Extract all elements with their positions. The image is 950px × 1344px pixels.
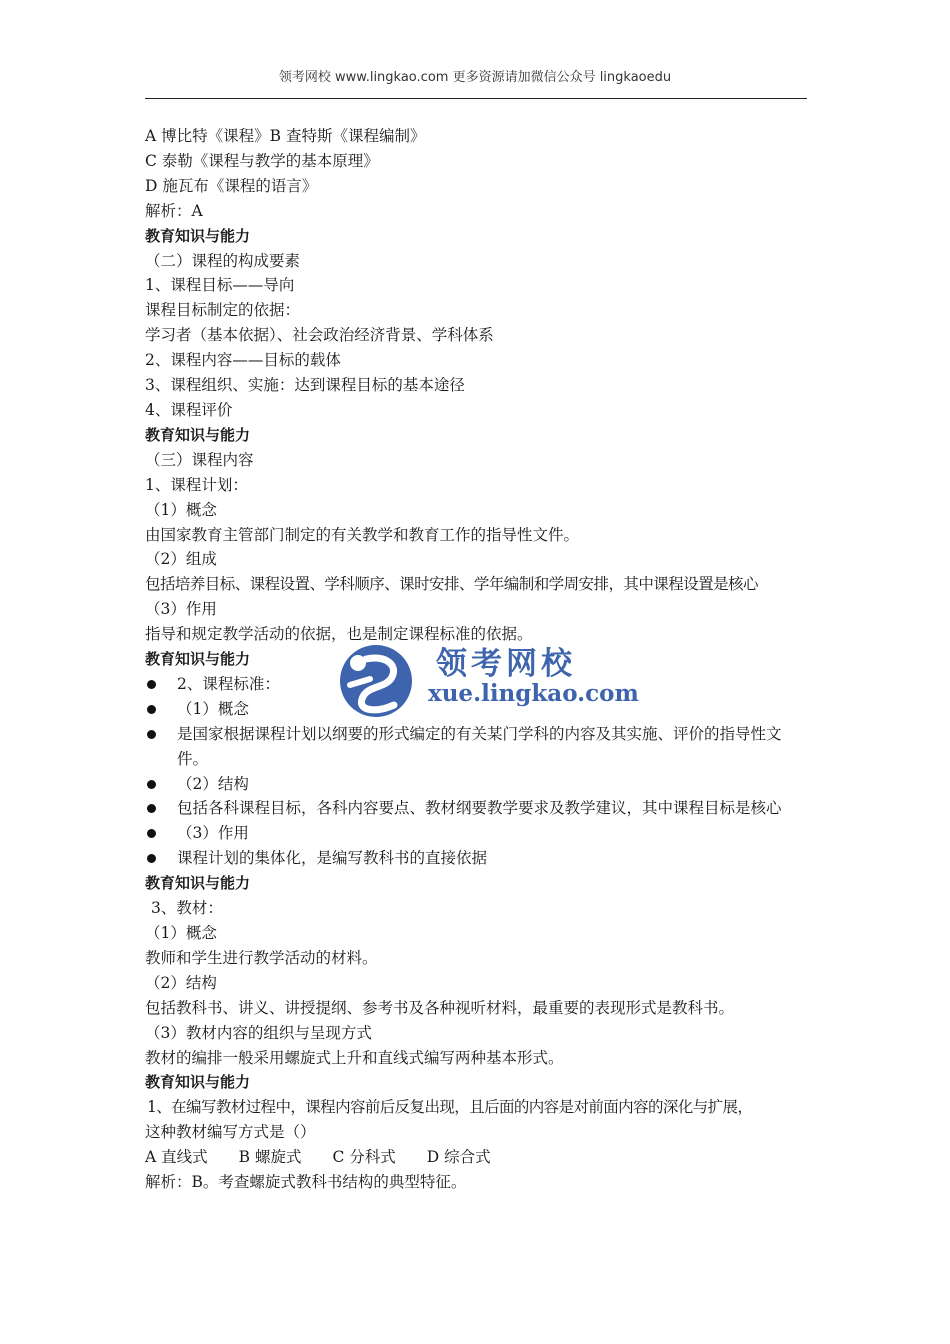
question-text: 这种教材编写方式是（） xyxy=(145,1123,316,1142)
bullet-text: 包括各科课程目标，各科内容要点、教材纲要教学要求及教学建议，其中课程目标是核心 xyxy=(177,799,782,818)
page-header: 领考网校 www.lingkao.com 更多资源请加微信公众号 lingkaoedu xyxy=(278,70,672,85)
option-line: A 博比特《课程》B 查特斯《课程编制》 xyxy=(145,127,426,145)
bullet-item xyxy=(145,672,810,697)
text-line: 教师和学生进行教学活动的材料。 xyxy=(145,948,378,967)
watermark-url: xue.lingkao.com xyxy=(428,680,639,707)
bullet-item xyxy=(145,697,810,722)
text-line: 3、课程组织、实施：达到课程目标的基本途径 xyxy=(145,376,465,395)
bullet-dot-icon xyxy=(147,680,156,689)
text-line: （3）作用 xyxy=(145,600,217,619)
bullet-item xyxy=(145,796,807,821)
text-line: 课程目标制定的依据： xyxy=(145,301,301,320)
bullet-dot-icon xyxy=(147,804,156,813)
text-line: 2、课程内容——目标的载体 xyxy=(145,351,341,370)
bullet-dot-icon xyxy=(147,730,156,739)
text-line: 指导和规定教学活动的依据，也是制定课程标准的依据。 xyxy=(145,625,533,644)
section-heading: 教育知识与能力 xyxy=(145,650,251,669)
question-options: A 直线式 B 螺旋式 C 分科式 D 综合式 xyxy=(145,1148,491,1167)
bullet-text: 是国家根据课程计划以纲要的形式编定的有关某门学科的内容及其实施、评价的指导性文件。 xyxy=(177,724,782,768)
text-line: 包括教科书、讲义、讲授提纲、参考书及各种视听材料，最重要的表现形式是教科书。 xyxy=(145,998,735,1017)
header-divider xyxy=(145,98,807,99)
answer-line: 解析：B。考查螺旋式教科书结构的典型特征。 xyxy=(145,1173,467,1192)
bullet-text: 2、课程标准： xyxy=(177,674,280,693)
option-line: D 施瓦布《课程的语言》 xyxy=(145,176,318,195)
section-heading: 教育知识与能力 xyxy=(145,226,251,245)
bullet-text: （2）结构 xyxy=(177,774,249,793)
text-line: （1）概念 xyxy=(145,924,217,942)
bullet-dot-icon xyxy=(147,854,156,863)
option-line: C 泰勒《课程与教学的基本原理》 xyxy=(145,151,379,170)
text-line: 由国家教育主管部门制定的有关教学和教育工作的指导性文件。 xyxy=(145,525,580,544)
bullet-dot-icon xyxy=(147,829,156,838)
subsection-title: （三）课程内容 xyxy=(145,450,254,469)
text-line: 包括培养目标、课程设置、学科顺序、课时安排、学年编制和学周安排，其中课程设置是核心 xyxy=(145,575,758,594)
bullet-dot-icon xyxy=(147,780,156,789)
text-line: （3）教材内容的组织与呈现方式 xyxy=(145,1023,372,1042)
subsection-title: （二）课程的构成要素 xyxy=(145,251,301,270)
text-line: （1）概念 xyxy=(145,500,217,519)
bullet-item xyxy=(145,846,810,871)
text-line: 1、课程计划： xyxy=(145,475,248,494)
question-text: 1、在编写教材过程中，课程内容前后反复出现，且后面的内容是对前面内容的深化与扩展， xyxy=(147,1098,753,1117)
bullet-text: 课程计划的集体化，是编写教科书的直接依据 xyxy=(177,849,488,868)
section-heading: 教育知识与能力 xyxy=(145,874,251,893)
text-line: 1、课程目标——导向 xyxy=(145,276,295,295)
text-line: （2）结构 xyxy=(145,973,217,992)
watermark-brand: 领考网校 xyxy=(436,646,576,682)
bullet-item xyxy=(145,722,797,772)
answer-line: 解析：A xyxy=(145,201,203,220)
bullet-text: （1）概念 xyxy=(177,699,249,718)
text-line: 4、课程评价 xyxy=(145,400,233,419)
text-line: （2）组成 xyxy=(145,550,217,569)
text-line: 教材的编排一般采用螺旋式上升和直线式编写两种基本形式。 xyxy=(145,1048,564,1067)
text-line: 学习者（基本依据）、社会政治经济背景、学科体系 xyxy=(145,326,494,345)
section-heading: 教育知识与能力 xyxy=(145,1073,251,1092)
subsection-title: 3、教材： xyxy=(151,899,223,918)
section-heading: 教育知识与能力 xyxy=(145,425,251,444)
bullet-item xyxy=(145,821,810,846)
bullet-text: （3）作用 xyxy=(177,824,249,843)
bullet-dot-icon xyxy=(147,705,156,714)
bullet-item xyxy=(145,772,810,797)
document-body xyxy=(145,124,810,1195)
